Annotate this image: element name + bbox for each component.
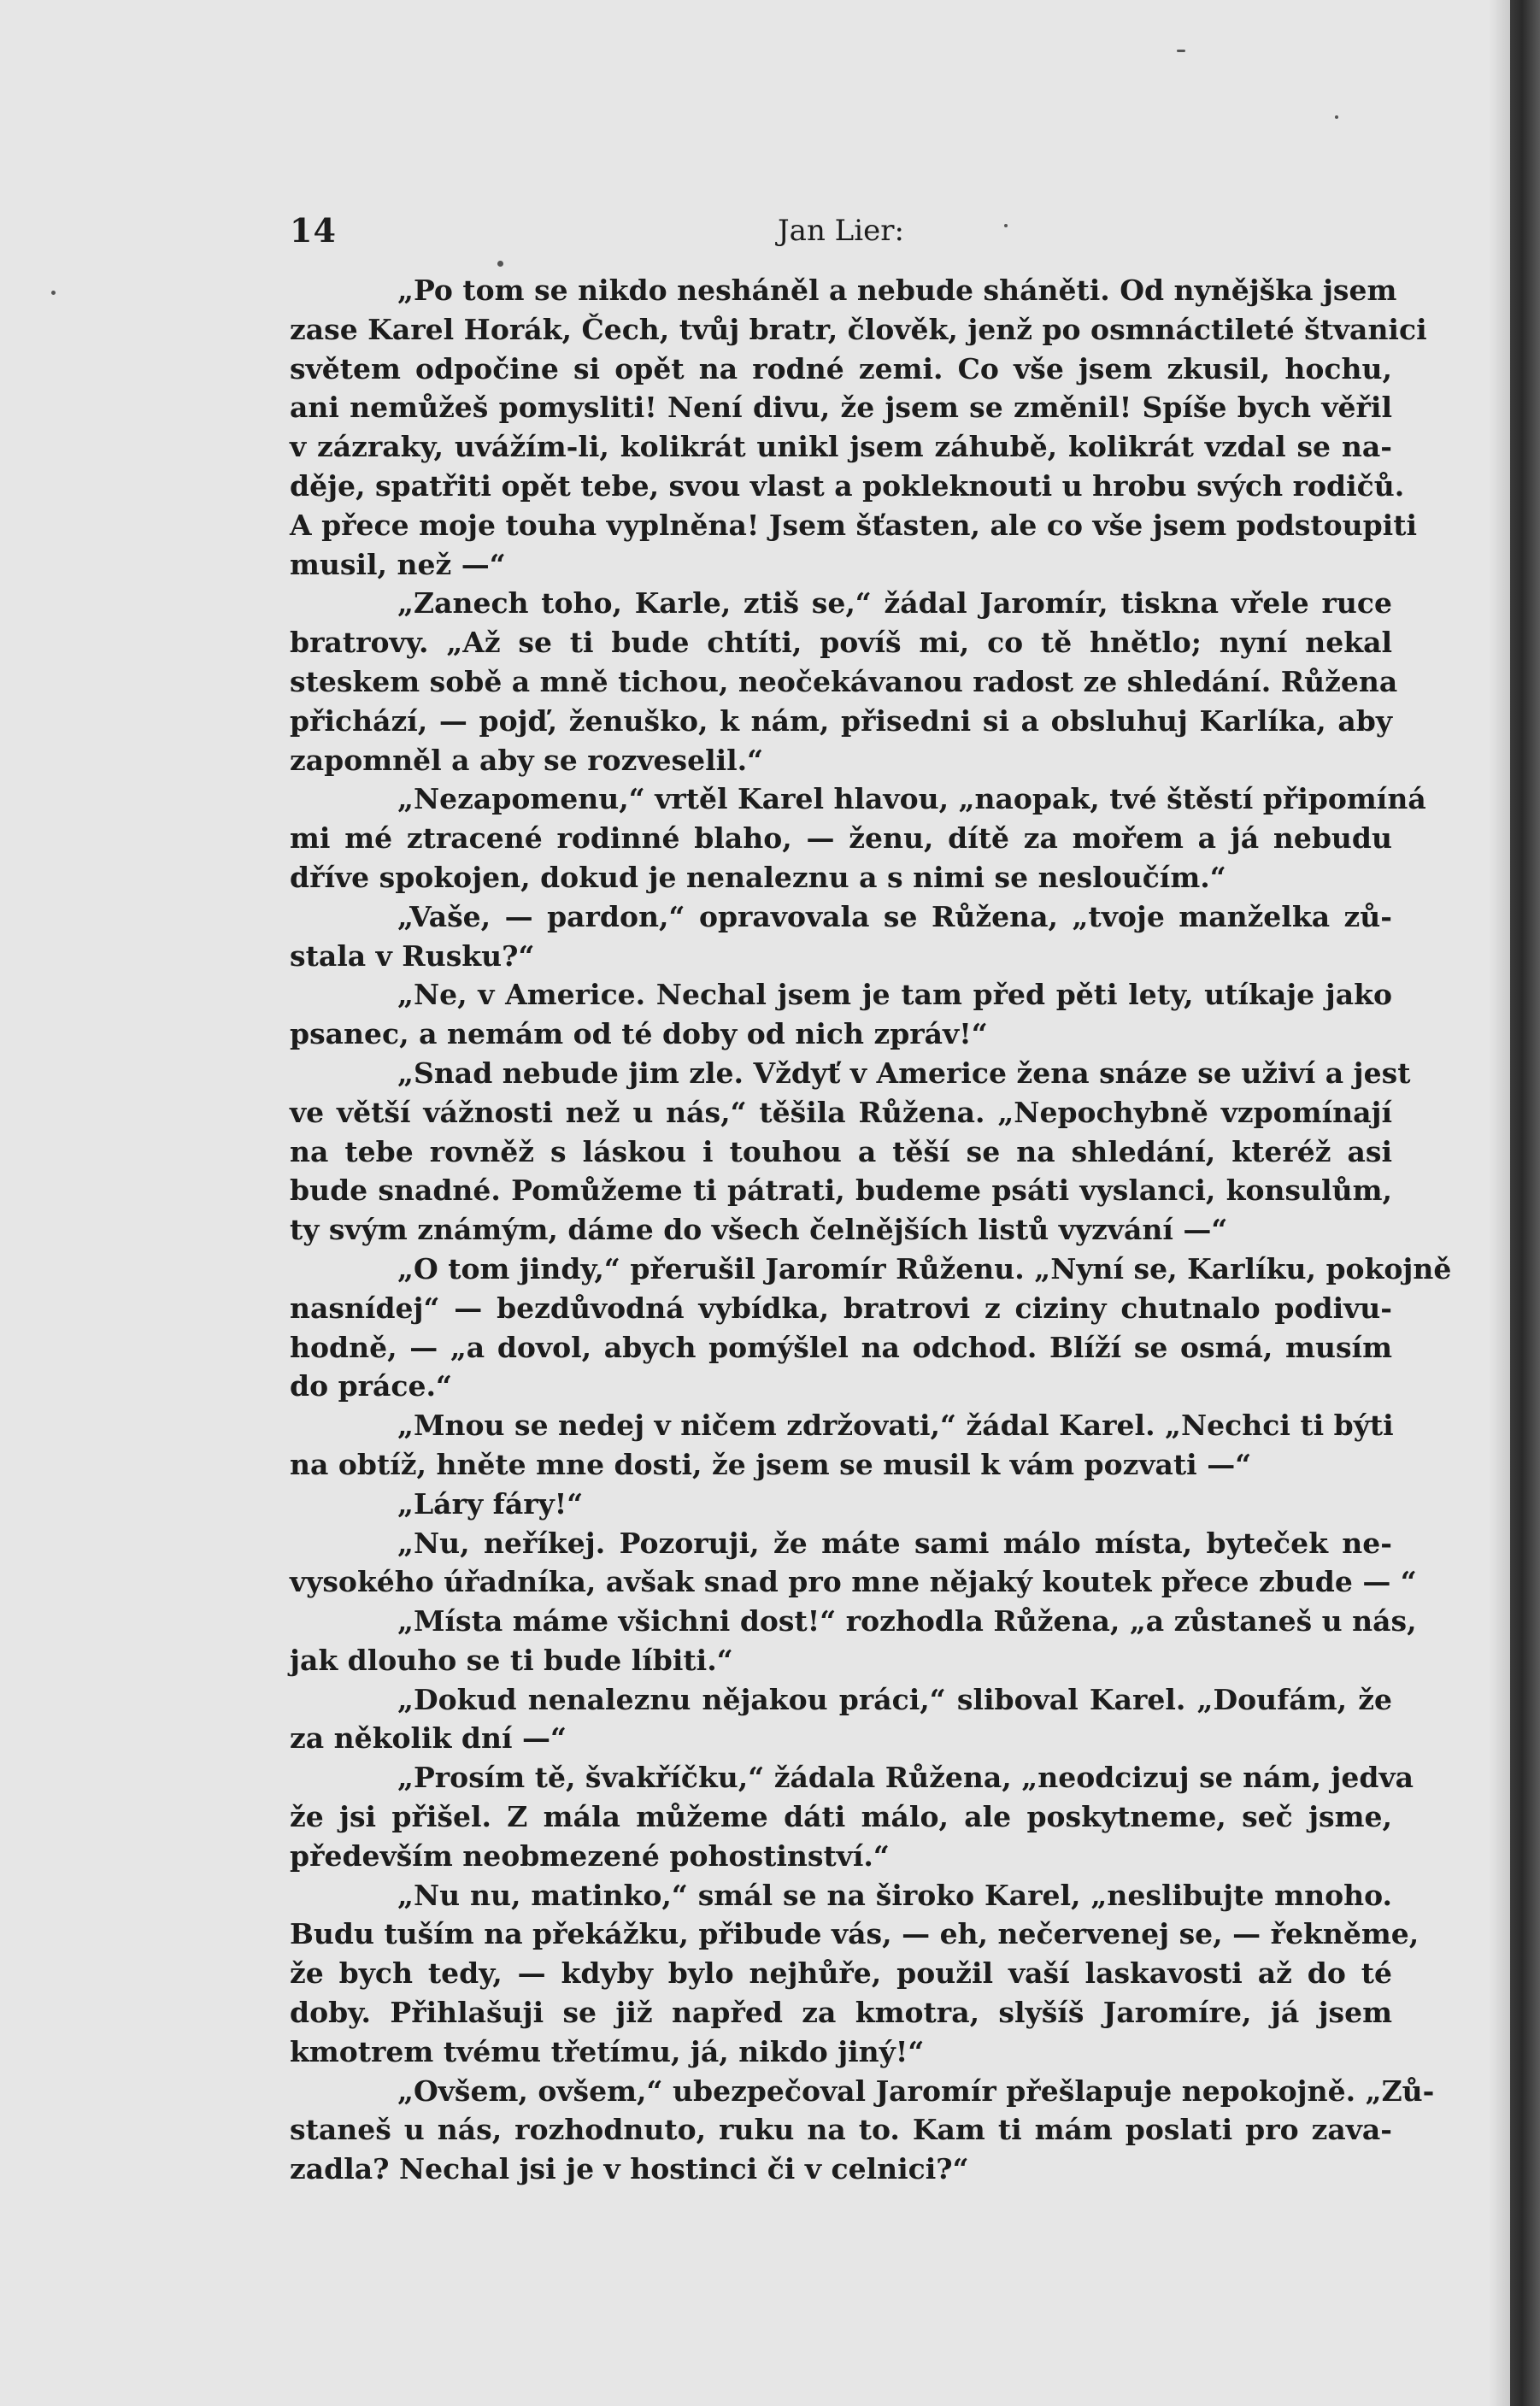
text-line: světem odpočine si opět na rodné zemi. Co vše jsem zkusil, hochu, <box>290 351 1392 385</box>
text-line: za několik dní —“ <box>290 1721 567 1756</box>
text-line: „Místa máme všichni dost!“ rozhodla Růžena, „a zůstaneš u nás, <box>397 1604 1417 1638</box>
text-line: „Prosím tě, švakříčku,“ žádala Růžena, „neodcizuj se nám, jedva <box>397 1761 1414 1795</box>
text-line: dříve spokojen, dokud je nenaleznu a s nimi se nesloučím.“ <box>290 860 1226 894</box>
text-line: „Nu, neříkej. Pozoruji, že máte sami málo místa, byteček ne- <box>397 1526 1392 1560</box>
text-line: hodně, — „a dovol, abych pomýšlel na odchod. Blíží se osmá, musím <box>290 1330 1392 1364</box>
text-line: ve větší vážnosti než u nás,“ těšila Růžena. „Nepochybně vzpomínají <box>290 1095 1392 1129</box>
text-line: že bych tedy, — kdyby bylo nejhůře, použil vaší laskavosti až do té <box>290 1956 1392 1991</box>
text-line: na obtíž, hněte mne dosti, že jsem se musil k vám pozvati —“ <box>290 1447 1252 1481</box>
text-line: „Zanech toho, Karle, ztiš se,“ žádal Jaromír, tiskna vřele ruce <box>397 586 1392 621</box>
text-line: v zázraky, uvážím-li, kolikrát unikl jsem záhubě, kolikrát vzdal se na- <box>290 430 1392 464</box>
text-line: vysokého úřadníka, avšak snad pro mne nějaký koutek přece zbude — “ <box>290 1565 1417 1599</box>
page-edge <box>1510 0 1540 2406</box>
text-line: A přece moje touha vyplněna! Jsem šťasten, ale co vše jsem podstoupiti <box>290 508 1418 542</box>
text-line: že jsi přišel. Z mála můžeme dáti málo, ale poskytneme, seč jsme, <box>290 1800 1392 1834</box>
text-line: „Snad nebude jim zle. Vždyť v Americe žena snáze se uživí a jest <box>397 1056 1411 1090</box>
text-line: Budu tuším na překážku, přibude vás, — eh, nečervenej se, — řekněme, <box>290 1917 1420 1951</box>
text-line: „Nezapomenu,“ vrtěl Karel hlavou, „naopak, tvé štěstí připomíná <box>397 782 1426 816</box>
text-line: steskem sobě a mně tichou, neočekávanou radost ze shledání. Růžena <box>290 664 1398 698</box>
print-speck <box>497 261 503 267</box>
text-line: „Vaše, — pardon,“ opravovala se Růžena, „tvoje manželka zů- <box>397 899 1392 933</box>
text-line: „Ovšem, ovšem,“ ubezpečoval Jaromír přešlapuje nepokojně. „Zů- <box>397 2074 1435 2108</box>
text-line: nasnídej“ — bezdůvodná vybídka, bratrovi z ciziny chutnalo podivu- <box>290 1291 1392 1325</box>
text-line: „Ne, v Americe. Nechal jsem je tam před pěti lety, utíkaje jako <box>397 978 1392 1012</box>
text-line: kmotrem tvému třetímu, já, nikdo jiný!“ <box>290 2034 925 2068</box>
text-line: stala v Rusku?“ <box>290 938 535 973</box>
text-line: děje, spatřiti opět tebe, svou vlast a pokleknouti u hrobu svých rodičů. <box>290 468 1405 503</box>
text-line: ty svým známým, dáme do všech čelnějších listů vyzvání —“ <box>290 1213 1228 1247</box>
text-line: zadla? Nechal jsi je v hostinci či v celnici?“ <box>290 2152 969 2186</box>
text-line: „Láry fáry!“ <box>397 1486 584 1521</box>
running-head <box>290 205 1392 256</box>
print-speck <box>1335 115 1338 119</box>
text-line: bude snadné. Pomůžeme ti pátrati, budeme psáti vyslanci, konsulům, <box>290 1174 1392 1208</box>
text-line: „Mnou se nedej v ničem zdržovati,“ žádal Karel. „Nechci ti býti <box>397 1409 1394 1443</box>
page-number: 14 <box>290 211 337 250</box>
page-edge-shadow <box>1489 0 1510 2406</box>
print-speck <box>1177 50 1185 52</box>
text-line: bratrovy. „Až se ti bude chtíti, povíš mi, co tě hnětlo; nyní nekal <box>290 626 1392 660</box>
text-line: zase Karel Horák, Čech, tvůj bratr, člověk, jenž po osmnáctileté štvanici <box>290 312 1427 346</box>
print-speck <box>51 291 56 295</box>
text-line: doby. Přihlašuji se již napřed za kmotra, slyšíš Jaromíre, já jsem <box>290 1996 1392 2030</box>
text-line: psanec, a nemám od té doby od nich zpráv!“ <box>290 1017 988 1051</box>
text-line: musil, než —“ <box>290 547 506 581</box>
text-line: jak dlouho se ti bude líbiti.“ <box>290 1643 733 1677</box>
body-text <box>290 271 1452 2189</box>
text-line: ani nemůžeš pomysliti! Není divu, že jsem se změnil! Spíše bych věřil <box>290 391 1392 425</box>
text-line: do práce.“ <box>290 1369 452 1403</box>
header-author: Jan Lier: <box>778 214 904 248</box>
text-line: zapomněl a aby se rozveselil.“ <box>290 743 764 777</box>
text-line: „Dokud nenaleznu nějakou práci,“ sliboval Karel. „Doufám, že <box>397 1682 1392 1716</box>
text-line: mi mé ztracené rodinné blaho, — ženu, dítě za mořem a já nebudu <box>290 821 1392 856</box>
text-line: „O tom jindy,“ přerušil Jaromír Růženu. „Nyní se, Karlíku, pokojně <box>397 1251 1452 1285</box>
text-line: „Po tom se nikdo nesháněl a nebude sháněti. Od nynějška jsem <box>397 274 1397 307</box>
text-line: staneš u nás, rozhodnuto, ruku na to. Kam ti mám poslati pro zava- <box>290 2113 1392 2147</box>
text-line: na tebe rovněž s láskou i touhou a těší se na shledání, kteréž asi <box>290 1134 1392 1168</box>
text-line: přichází, — pojď, ženuško, k nám, přisedni si a obsluhuj Karlíka, aby <box>290 703 1392 738</box>
text-line: především neobmezené pohostinství.“ <box>290 1838 890 1873</box>
text-line: „Nu nu, matinko,“ smál se na široko Karel, „neslibujte mnoho. <box>397 1878 1392 1912</box>
